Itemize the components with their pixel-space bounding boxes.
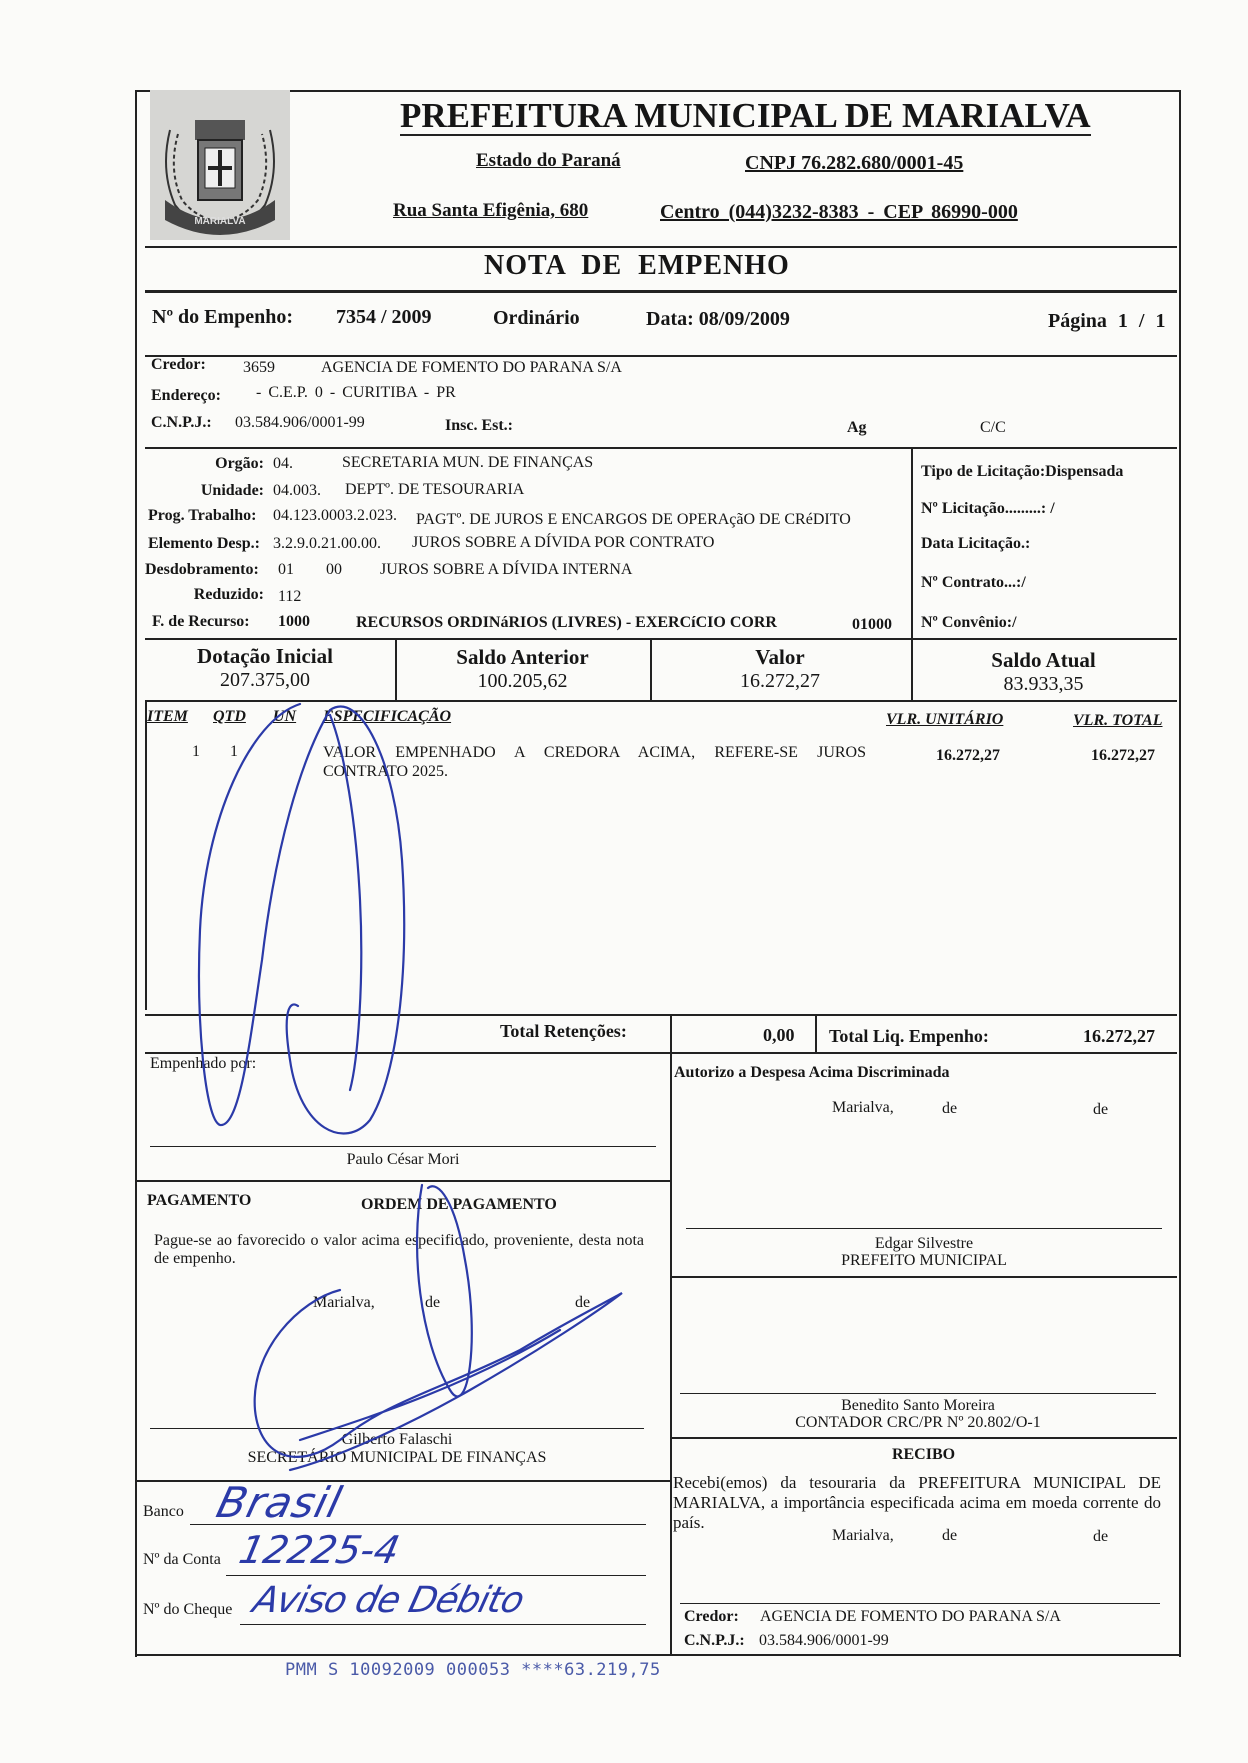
recibo-credor-name: AGENCIA DE FOMENTO DO PARANA S/A: [760, 1608, 1061, 1625]
empenho-type: Ordinário: [493, 307, 580, 329]
prefeitura-cnpj: CNPJ 76.282.680/0001-45: [745, 152, 964, 174]
rule-totals-bottom: [145, 1052, 1177, 1054]
total-liquido-value: 16.272,27: [1083, 1026, 1155, 1046]
elemento-label: Elemento Desp.:: [148, 535, 260, 552]
empenho-number-label: Nº do Empenho:: [152, 306, 294, 328]
recibo-text: Recebi(emos) da tesouraria da PREFEITURA MUNICIPAL DE MARIALVA, a importância especificada acima em moeda corrente do país.: [673, 1473, 1161, 1532]
credor-cnpj-label: C.N.P.J.:: [151, 414, 212, 431]
contrato-number: Nº Contrato...:/: [921, 574, 1026, 591]
item-qty: 1: [230, 743, 238, 760]
elemento-code: 3.2.9.0.21.00.00.: [273, 535, 381, 552]
autorizo-de2: de: [1093, 1101, 1109, 1118]
rule-credor-bottom: [145, 447, 1177, 449]
col-qtd: QTD: [213, 708, 246, 725]
rule-pagamento-top: [135, 1180, 670, 1182]
unidade-name: DEPTº. DE TESOURARIA: [345, 481, 525, 498]
orgao-code: 04.: [273, 455, 293, 472]
account-label: C/C: [980, 419, 1006, 436]
rule-prefeito-sig: [686, 1228, 1162, 1229]
secretario-name: Gilberto Falaschi: [341, 1431, 453, 1448]
prog-trabalho-name: PAGTº. DE JUROS E ENCARGOS DE OPERAçãO DE CRéDITO: [416, 511, 851, 528]
rule-saldo-1: [395, 638, 397, 700]
prog-trabalho-label: Prog. Trabalho:: [148, 507, 257, 524]
prefeito-title: PREFEITO MUNICIPAL: [841, 1252, 1007, 1269]
recibo-city: Marialva,: [832, 1527, 894, 1544]
saldo-anterior-value: 100.205,62: [477, 670, 568, 692]
prefeitura-contact: Centro (044)3232-8383 - CEP 86990-000: [660, 201, 1018, 223]
page-number: Página 1 / 1: [1048, 310, 1166, 332]
recibo-cnpj-label: C.N.P.J.:: [684, 1632, 745, 1649]
total-retencoes-label: Total Retenções:: [500, 1021, 627, 1041]
pagamento-text: Pague-se ao favorecido o valor acima especificado, proveniente, desta nota de empenho.: [154, 1232, 644, 1267]
licitacao-date: Data Licitação.:: [921, 535, 1031, 552]
conta-label: Nº da Conta: [143, 1551, 221, 1568]
seal-lettering: MARIALVA: [194, 216, 246, 227]
item-spec-line1: VALOR EMPENHADO A CREDORA ACIMA, REFERE-SE JUROS: [323, 744, 866, 761]
frame-bottom: [135, 1654, 1179, 1656]
rule-header-bottom: [145, 246, 1177, 248]
col-vlr-total: VLR. TOTAL: [1073, 712, 1163, 729]
valor-label: Valor: [755, 645, 805, 669]
item-unit-value: 16.272,27: [936, 747, 1000, 764]
rule-prefeito-bottom: [670, 1276, 1177, 1278]
prefeitura-address: Rua Santa Efigênia, 680: [393, 200, 589, 221]
desdobramento-b: 00: [326, 561, 342, 578]
fonte-name: RECURSOS ORDINáRIOS (LIVRES) - EXERCíCIO CORR: [356, 614, 777, 631]
empenhado-name: Paulo César Mori: [346, 1151, 460, 1168]
rule-totals-1: [670, 1014, 672, 1654]
total-retencoes-value: 0,00: [763, 1025, 795, 1045]
agency-label: Ag: [847, 419, 867, 436]
saldo-atual-value: 83.933,35: [1003, 673, 1084, 695]
banco-handwritten: Brasil: [211, 1478, 348, 1527]
rule-conta-line: [226, 1575, 646, 1576]
insc-est-label: Insc. Est.:: [445, 417, 514, 434]
credor-cnpj: 03.584.906/0001-99: [235, 414, 365, 431]
rule-banco-top: [135, 1480, 670, 1482]
recibo-credor-label: Credor:: [684, 1608, 739, 1625]
licitacao-number: Nº Licitação.........: /: [921, 500, 1055, 517]
col-especificacao: ESPECIFICAÇÃO: [323, 708, 452, 725]
autorizo-label: Autorizo a Despesa Acima Discriminada: [674, 1064, 950, 1081]
credor-name: AGENCIA DE FOMENTO DO PARANA S/A: [321, 359, 622, 376]
orgao-name: SECRETARIA MUN. DE FINANÇAS: [342, 454, 594, 471]
contador-title: CONTADOR CRC/PR Nº 20.802/O-1: [795, 1414, 1041, 1431]
credor-label: Credor:: [151, 356, 206, 373]
prefeito-name: Edgar Silvestre: [874, 1235, 974, 1252]
fonte-number: 01000: [852, 616, 892, 633]
valor-value: 16.272,27: [740, 670, 820, 692]
saldo-anterior-label: Saldo Anterior: [456, 645, 589, 669]
contador-name: Benedito Santo Moreira: [841, 1397, 995, 1414]
rule-totals-top: [145, 1014, 1177, 1016]
rule-cheque-line: [240, 1624, 646, 1625]
recibo-de2: de: [1093, 1528, 1109, 1545]
rule-title-bottom: [145, 290, 1177, 293]
prefeitura-title: PREFEITURA MUNICIPAL DE MARIALVA: [400, 96, 1091, 135]
secretario-title: SECRETÁRIO MUNICIPAL DE FINANÇAS: [247, 1449, 547, 1466]
rule-items-left: [145, 700, 147, 1010]
recibo-label: RECIBO: [891, 1446, 956, 1463]
rule-saldos-bottom: [145, 700, 1177, 702]
total-liquido-label: Total Liq. Empenho:: [829, 1026, 989, 1046]
pagamento-de1: de: [425, 1294, 441, 1311]
document-title: NOTA DE EMPENHO: [484, 250, 790, 281]
rule-empenhado-sig: [150, 1146, 656, 1147]
empenho-date: Data: 08/09/2009: [646, 308, 790, 330]
pagamento-label: PAGAMENTO: [147, 1192, 252, 1209]
item-number: 1: [192, 743, 200, 760]
endereco-label: Endereço:: [151, 387, 221, 404]
desdobramento-name: JUROS SOBRE A DÍVIDA INTERNA: [380, 561, 633, 578]
licitacao-type: [921, 463, 1123, 481]
fonte-code: 1000: [278, 613, 310, 630]
credor-code: 3659: [243, 359, 275, 376]
licitacao-type-text: Tipo de Licitação:Dispensada: [921, 463, 1124, 480]
municipal-seal: [150, 90, 290, 240]
dotacao-inicial-value: 207.375,00: [220, 669, 310, 691]
convenio-number: Nº Convênio:/: [921, 614, 1017, 631]
reduzido-value: 112: [278, 588, 302, 605]
prog-trabalho-code: 04.123.0003.2.023.: [273, 507, 397, 524]
rule-contador-sig: [680, 1393, 1156, 1394]
dotacao-inicial-label: Dotação Inicial: [197, 644, 333, 668]
reduzido-label: Reduzido:: [193, 586, 264, 603]
unidade-label: Unidade:: [200, 482, 264, 499]
item-spec-line2: CONTRATO 2025.: [323, 763, 449, 780]
col-item: ITEM: [147, 708, 188, 725]
credor-address: - C.E.P. 0 - CURITIBA - PR: [256, 384, 456, 401]
rule-saldo-2: [650, 638, 652, 700]
rule-secretario-sig: [150, 1428, 644, 1429]
cheque-label: Nº do Cheque: [143, 1601, 233, 1618]
fonte-label: F. de Recurso:: [152, 613, 250, 630]
ordem-pagamento-label: ORDEM DE PAGAMENTO: [361, 1196, 557, 1213]
rule-recibo-top: [670, 1437, 1177, 1439]
desdobramento-a: 01: [278, 561, 294, 578]
frame-left-lower: [135, 1000, 137, 1654]
autorizo-city: Marialva,: [832, 1099, 894, 1116]
rule-recibo-credor: [680, 1603, 1160, 1604]
desdobramento-label: Desdobramento:: [145, 561, 259, 578]
rule-empenho-bottom: [145, 355, 1177, 357]
recibo-cnpj: 03.584.906/0001-99: [759, 1632, 889, 1649]
unidade-code: 04.003.: [273, 482, 321, 499]
elemento-name: JUROS SOBRE A DÍVIDA POR CONTRATO: [412, 534, 715, 551]
col-vlr-unitario: VLR. UNITÁRIO: [886, 711, 1004, 728]
item-total-value: 16.272,27: [1091, 747, 1155, 764]
autorizo-de1: de: [942, 1100, 958, 1117]
recibo-de1: de: [942, 1527, 958, 1544]
bank-authentication-stamp: PMM S 10092009 000053 ****63.219,75: [285, 1660, 661, 1680]
pagamento-de2: de: [575, 1294, 591, 1311]
rule-licitacao-left: [911, 447, 913, 701]
empenhado-label: Empenhado por:: [150, 1055, 257, 1072]
cheque-handwritten: Aviso de Débito: [248, 1580, 528, 1621]
conta-handwritten: 12225-4: [235, 1528, 404, 1572]
orgao-label: Orgão:: [215, 455, 264, 472]
rule-dotacao-bottom: [145, 638, 1177, 640]
empenho-number: 7354 / 2009: [336, 306, 432, 328]
saldo-atual-label: Saldo Atual: [991, 648, 1096, 672]
banco-label: Banco: [143, 1503, 184, 1520]
pagamento-city: Marialva,: [313, 1294, 375, 1311]
state-name: Estado do Paraná: [476, 150, 621, 171]
col-un: UN: [273, 708, 297, 725]
rule-totals-2: [815, 1014, 817, 1052]
